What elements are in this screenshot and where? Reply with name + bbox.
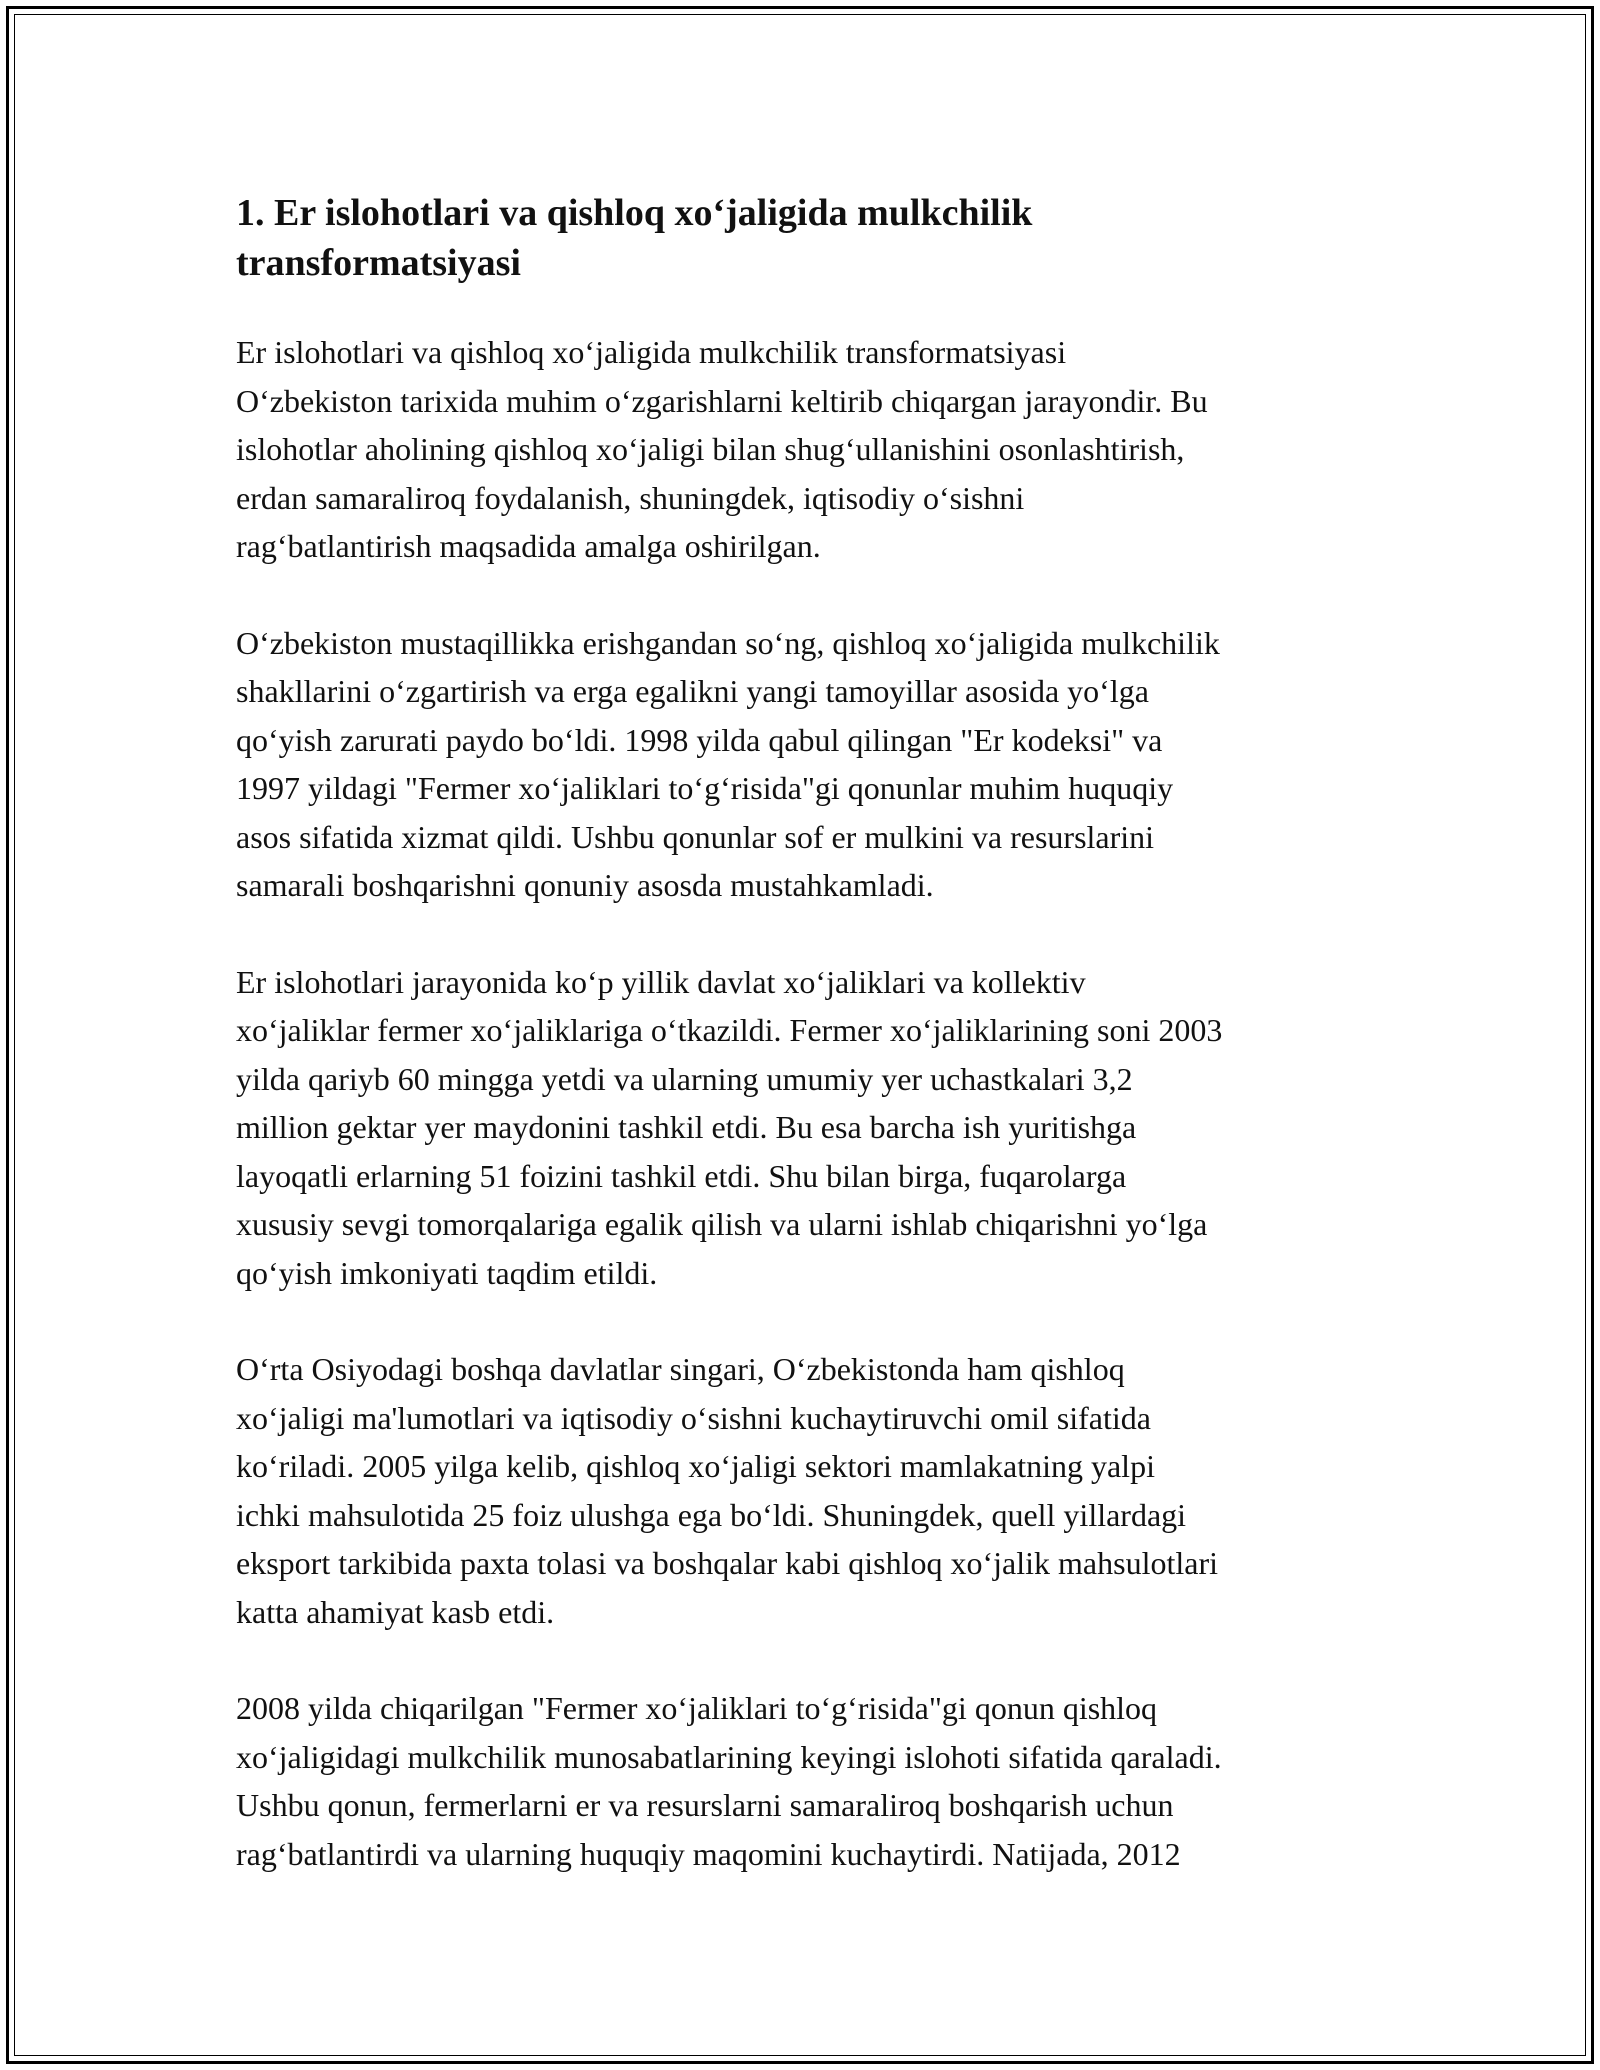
text-line: ko‘riladi. 2005 yilga kelib, qishloq xo‘jaligi sektori mamlakatning yalpi	[236, 1448, 1155, 1484]
text-line: O‘zbekiston mustaqillikka erishgandan so‘ng, qishloq xo‘jaligida mulkchilik	[236, 624, 1220, 661]
body-paragraph-3	[236, 958, 1376, 1298]
section-title	[236, 188, 1376, 288]
text-line: 1997 yildagi "Fermer xo‘jaliklari to‘g‘risida"gi qonunlar muhim huquqiy	[236, 770, 1174, 806]
text-line: eksport tarkibida paxta tolasi va boshqalar kabi qishloq xo‘jalik mahsulotlari	[236, 1545, 1218, 1581]
text-line: xo‘jaliklar fermer xo‘jaliklariga o‘tkazildi. Fermer xo‘jaliklarining soni 2003	[236, 1012, 1223, 1048]
text-line: Er islohotlari jarayonida ko‘p yillik davlat xo‘jaliklari va kollektiv	[236, 963, 1086, 1000]
text-line: xo‘jaligi ma'lumotlari va iqtisodiy o‘sishni kuchaytiruvchi omil sifatida	[236, 1399, 1151, 1436]
text-line: ichki mahsulotida 25 foiz ulushga ega bo‘ldi. Shuningdek, quell yillardagi	[236, 1496, 1187, 1533]
text-line: yilda qariyb 60 mingga yetdi va ularning umumiy yer uchastkalari 3,2	[236, 1060, 1133, 1097]
section-title-line: 1. Er islohotlari va qishloq xo‘jaligida mulkchilik	[236, 192, 1033, 234]
text-line: O‘zbekiston tarixida muhim o‘zgarishlarni keltirib chiqargan jarayondir. Bu	[236, 382, 1208, 419]
document-page	[236, 188, 1376, 1926]
text-line: xususiy sevgi tomorqalariga egalik qilish va ularni ishlab chiqarishni yo‘lga	[236, 1206, 1208, 1242]
text-line: layoqatli erlarning 51 foizini tashkil etdi. Shu bilan birga, fuqarolarga	[236, 1157, 1127, 1194]
text-line: shakllarini o‘zgartirish va erga egalikni yangi tamoyillar asosida yo‘lga	[236, 673, 1149, 709]
text-line: rag‘batlantirish maqsadida amalga oshirilgan.	[236, 528, 821, 564]
text-line: rag‘batlantirdi va ularning huquqiy maqomini kuchaytirdi. Natijada, 2012	[236, 1835, 1181, 1872]
section-title-line: transformatsiyasi	[236, 242, 521, 284]
text-line: Ushbu qonun, fermerlarni er va resurslarni samaraliroq boshqarish uchun	[236, 1787, 1174, 1823]
body-paragraph-1	[236, 328, 1376, 571]
text-line: 2008 yilda chiqarilgan "Fermer xo‘jaliklari to‘g‘risida"gi qonun qishloq	[236, 1690, 1158, 1726]
text-line: Er islohotlari va qishloq xo‘jaligida mulkchilik transformatsiyasi	[236, 334, 1067, 370]
text-line: qo‘yish imkoniyati taqdim etildi.	[236, 1254, 658, 1291]
text-line: million gektar yer maydonini tashkil etdi. Bu esa barcha ish yuritishga	[236, 1109, 1137, 1145]
text-line: katta ahamiyat kasb etdi.	[236, 1593, 555, 1630]
text-line: O‘rta Osiyodagi boshqa davlatlar singari, O‘zbekistonda ham qishloq	[236, 1351, 1125, 1387]
body-paragraph-5	[236, 1684, 1376, 1878]
text-line: samarali boshqarishni qonuniy asosda mustahkamladi.	[236, 867, 934, 903]
body-paragraph-2	[236, 619, 1376, 910]
text-line: islohotlar aholining qishloq xo‘jaligi bilan shug‘ullanishini osonlashtirish,	[236, 431, 1185, 467]
text-line: erdan samaraliroq foydalanish, shuningdek, iqtisodiy o‘sishni	[236, 479, 1025, 516]
body-paragraph-4	[236, 1345, 1376, 1636]
text-line: asos sifatida xizmat qildi. Ushbu qonunlar sof er mulkini va resurslarini	[236, 818, 1155, 855]
text-line: xo‘jaligidagi mulkchilik munosabatlarining keyingi islohoti sifatida qaraladi.	[236, 1738, 1222, 1775]
text-line: qo‘yish zarurati paydo bo‘ldi. 1998 yilda qabul qilingan "Er kodeksi" va	[236, 721, 1163, 758]
